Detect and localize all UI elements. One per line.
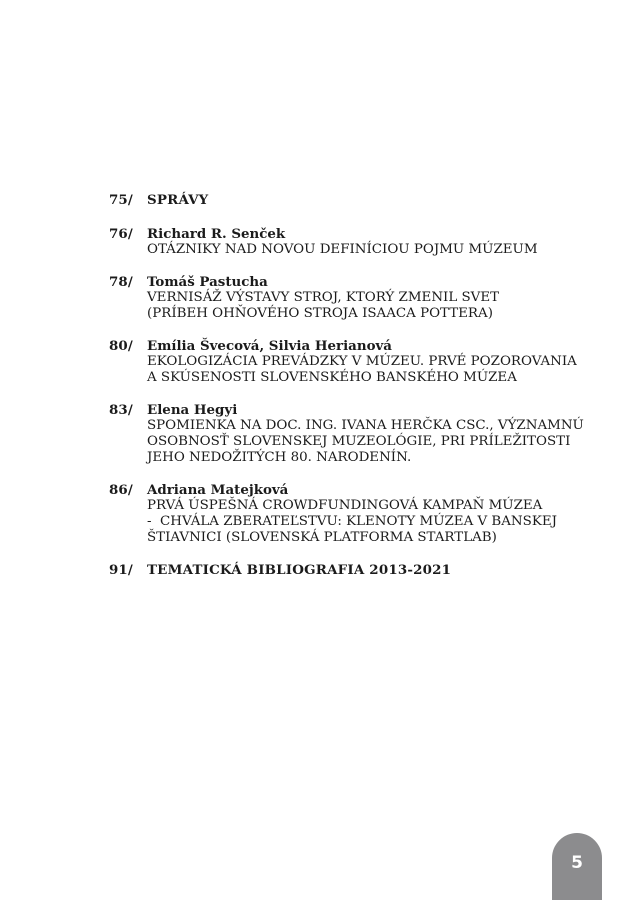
toc-title-line: EKOLOGIZÁCIA PREVÁDZKY V MÚZEU. PRVÉ POZOROVANIA [147, 354, 577, 369]
toc-title-line: OTÁZNIKY NAD NOVOU DEFINÍCIOU POJMU MÚZEUM [147, 242, 538, 257]
toc-title-line: JEHO NEDOŽITÝCH 80. NARODENÍN. [147, 450, 412, 465]
toc-entry-content [147, 402, 584, 466]
toc-author: Tomáš Pastucha [147, 274, 268, 290]
toc-section-title: SPRÁVY [147, 192, 209, 208]
toc-page-number: 75/ [109, 192, 133, 208]
toc-page-number: 78/ [109, 274, 133, 290]
page-number: 5 [571, 853, 583, 873]
toc-title-line: (PRÍBEH OHŇOVÉHO STROJA ISAACA POTTERA) [147, 306, 493, 321]
toc-entry-pastucha [109, 274, 579, 322]
toc-title-line: - CHVÁLA ZBERATEĽSTVU: KLENOTY MÚZEA V BANSKEJ [147, 514, 557, 529]
toc-author: Adriana Matejková [147, 482, 289, 498]
toc-title-line: A SKÚSENOSTI SLOVENSKÉHO BANSKÉHO MÚZEA [147, 370, 517, 385]
toc-author: Richard R. Senček [147, 226, 286, 242]
toc-entry-matejkova [109, 482, 579, 546]
toc-entry-sencek [109, 226, 579, 258]
toc-section-title: TEMATICKÁ BIBLIOGRAFIA 2013-2021 [147, 562, 452, 578]
toc-page-number: 76/ [109, 226, 133, 242]
toc-page-number: 86/ [109, 482, 133, 498]
toc-entry-spravy [109, 192, 579, 208]
toc-entry-content [147, 226, 579, 258]
toc-author: Emília Švecová, Silvia Herianová [147, 338, 392, 354]
table-of-contents [109, 192, 584, 578]
toc-entry-content [147, 338, 579, 386]
page-number-tab [552, 833, 602, 900]
toc-author: Elena Hegyi [147, 402, 238, 418]
toc-page-number: 83/ [109, 402, 133, 418]
toc-title-line: VERNISÁŽ VÝSTAVY STROJ, KTORÝ ZMENIL SVET [147, 290, 500, 305]
toc-title-line: SPOMIENKA NA DOC. ING. IVANA HERČKA CSC., VÝZNAMNÚ [147, 418, 584, 433]
toc-entry-content [147, 274, 579, 322]
toc-entry-content [147, 482, 579, 546]
toc-entry-svecova [109, 338, 579, 386]
toc-title-line: ŠTIAVNICI (SLOVENSKÁ PLATFORMA STARTLAB) [147, 530, 497, 545]
toc-entry-bibliografia [109, 562, 579, 578]
toc-title-line: PRVÁ ÚSPEŠNÁ CROWDFUNDINGOVÁ KAMPAŇ MÚZEA [147, 498, 543, 513]
toc-page-number: 91/ [109, 562, 133, 578]
toc-entry-content [147, 192, 579, 208]
toc-entry-hegyi [109, 402, 584, 466]
toc-page-number: 80/ [109, 338, 133, 354]
toc-entry-content [147, 562, 579, 578]
toc-title-line: OSOBNOSŤ SLOVENSKEJ MUZEOLÓGIE, PRI PRÍLEŽITOSTI [147, 434, 571, 449]
